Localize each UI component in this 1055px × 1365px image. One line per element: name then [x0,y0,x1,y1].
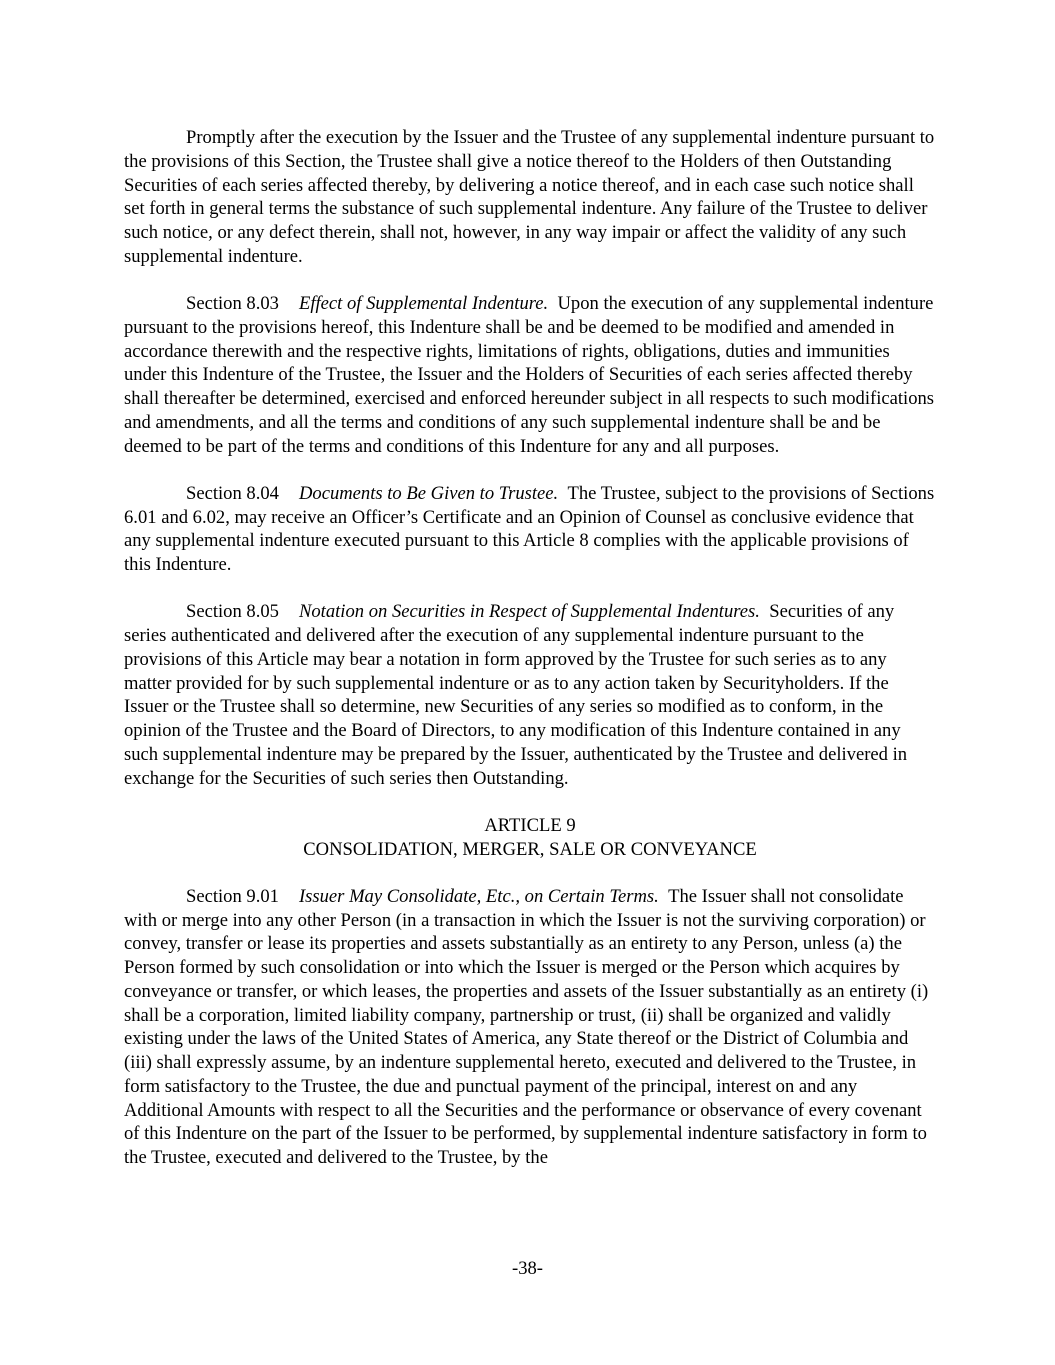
article-label: ARTICLE 9 [484,814,576,836]
document-page [124,126,936,1193]
section-9-01-paragraph [124,885,936,1170]
section-number: Section 9.01 [186,885,279,907]
section-body: The Issuer shall not consolidate with or merge into any other Person (in a transaction in which the Issuer is not the surviving corporation) or convey, transfer or lease its properties and assets substantially as an entirety to any Person, unless (a) the Person formed by such consolidation or into which the Issuer is merged or the Person which acquires by conveyance or transfer, or which leases, the properties and assets of the Issuer substantially as an entirety (i) shall be a corporation, limited liability company, partnership or trust, (ii) shall be organized and validly existing under the laws of the United States of America, any State thereof or the District of Columbia and (iii) shall expressly assume, by an indenture supplemental hereto, executed and delivered to the Trustee, in form satisfactory to the Trustee, the due and punctual payment of the principal, interest on and any Additional Amounts with respect to all the Securities and the performance or observance of every covenant of this Indenture on the part of the Issuer to be performed, by supplemental indenture satisfactory in form to the Trustee, executed and delivered to the Trustee, by the [124,885,929,1168]
section-title: Issuer May Consolidate, Etc., on Certain Terms. [298,885,659,907]
section-8-03-paragraph [124,292,936,458]
section-title: Effect of Supplemental Indenture. [298,293,549,314]
section-title: Notation on Securities in Respect of Supplemental Indentures. [298,601,760,623]
page-footer [0,1257,1055,1281]
article-heading [124,814,936,862]
page-number: -38- [512,1258,543,1279]
section-8-05-paragraph [124,600,936,790]
section-body: The Trustee, subject to the provisions of Sections 6.01 and 6.02, may receive an Officer’s Certificate and an Opinion of Counsel as conclusive evidence that any supplemental indenture executed pursuant to this Article 8 complies with the applicable provisions of this Indenture. [124,482,935,575]
section-number: Section 8.03 [186,293,279,314]
section-body: Securities of any series authenticated and delivered after the execution of any supplemental indenture pursuant to the provisions of this Article may bear a notation in form approved by the Trustee for such series as to any matter provided for by such supplemental indenture or as to any action taken by Securityholders. If the Issuer or the Trustee shall so determine, new Securities of any series so modified as to conform, in the opinion of the Trustee and the Board of Directors, to any modification of this Indenture contained in any such supplemental indenture may be prepared by the Issuer, authenticated by the Trustee and delivered in exchange for the Securities of such series then Outstanding. [124,601,908,789]
intro-paragraph: Promptly after the execution by the Issuer and the Trustee of any supplemental indenture pursuant to the provisions of this Section, the Trustee shall give a notice thereof to the Holders of then Outstanding Securities of each series affected thereby, by delivering a notice thereof, and in each case such notice shall set forth in general terms the substance of such supplemental indenture. Any failure of the Trustee to deliver such notice, or any defect therein, shall not, however, in any way impair or affect the validity of any such supplemental indenture. [124,127,935,267]
section-number: Section 8.04 [186,482,279,504]
article-title: CONSOLIDATION, MERGER, SALE OR CONVEYANCE [303,838,757,860]
section-number: Section 8.05 [186,601,279,623]
section-title: Documents to Be Given to Trustee. [298,482,559,504]
section-body: Upon the execution of any supplemental indenture pursuant to the provisions hereof, this Indenture shall be and be deemed to be modified and amended in accordance therewith and the respective rights, limitations of rights, obligations, duties and immunities under this Indenture of the Trustee, the Issuer and the Holders of Securities of each series affected thereby shall thereafter be determined, exercised and enforced hereunder subject in all respects to such modifications and amendments, and all the terms and conditions of any such supplemental indenture shall be and be deemed to be part of the terms and conditions of this Indenture for any and all purposes. [124,293,935,457]
section-8-04-paragraph [124,482,936,577]
